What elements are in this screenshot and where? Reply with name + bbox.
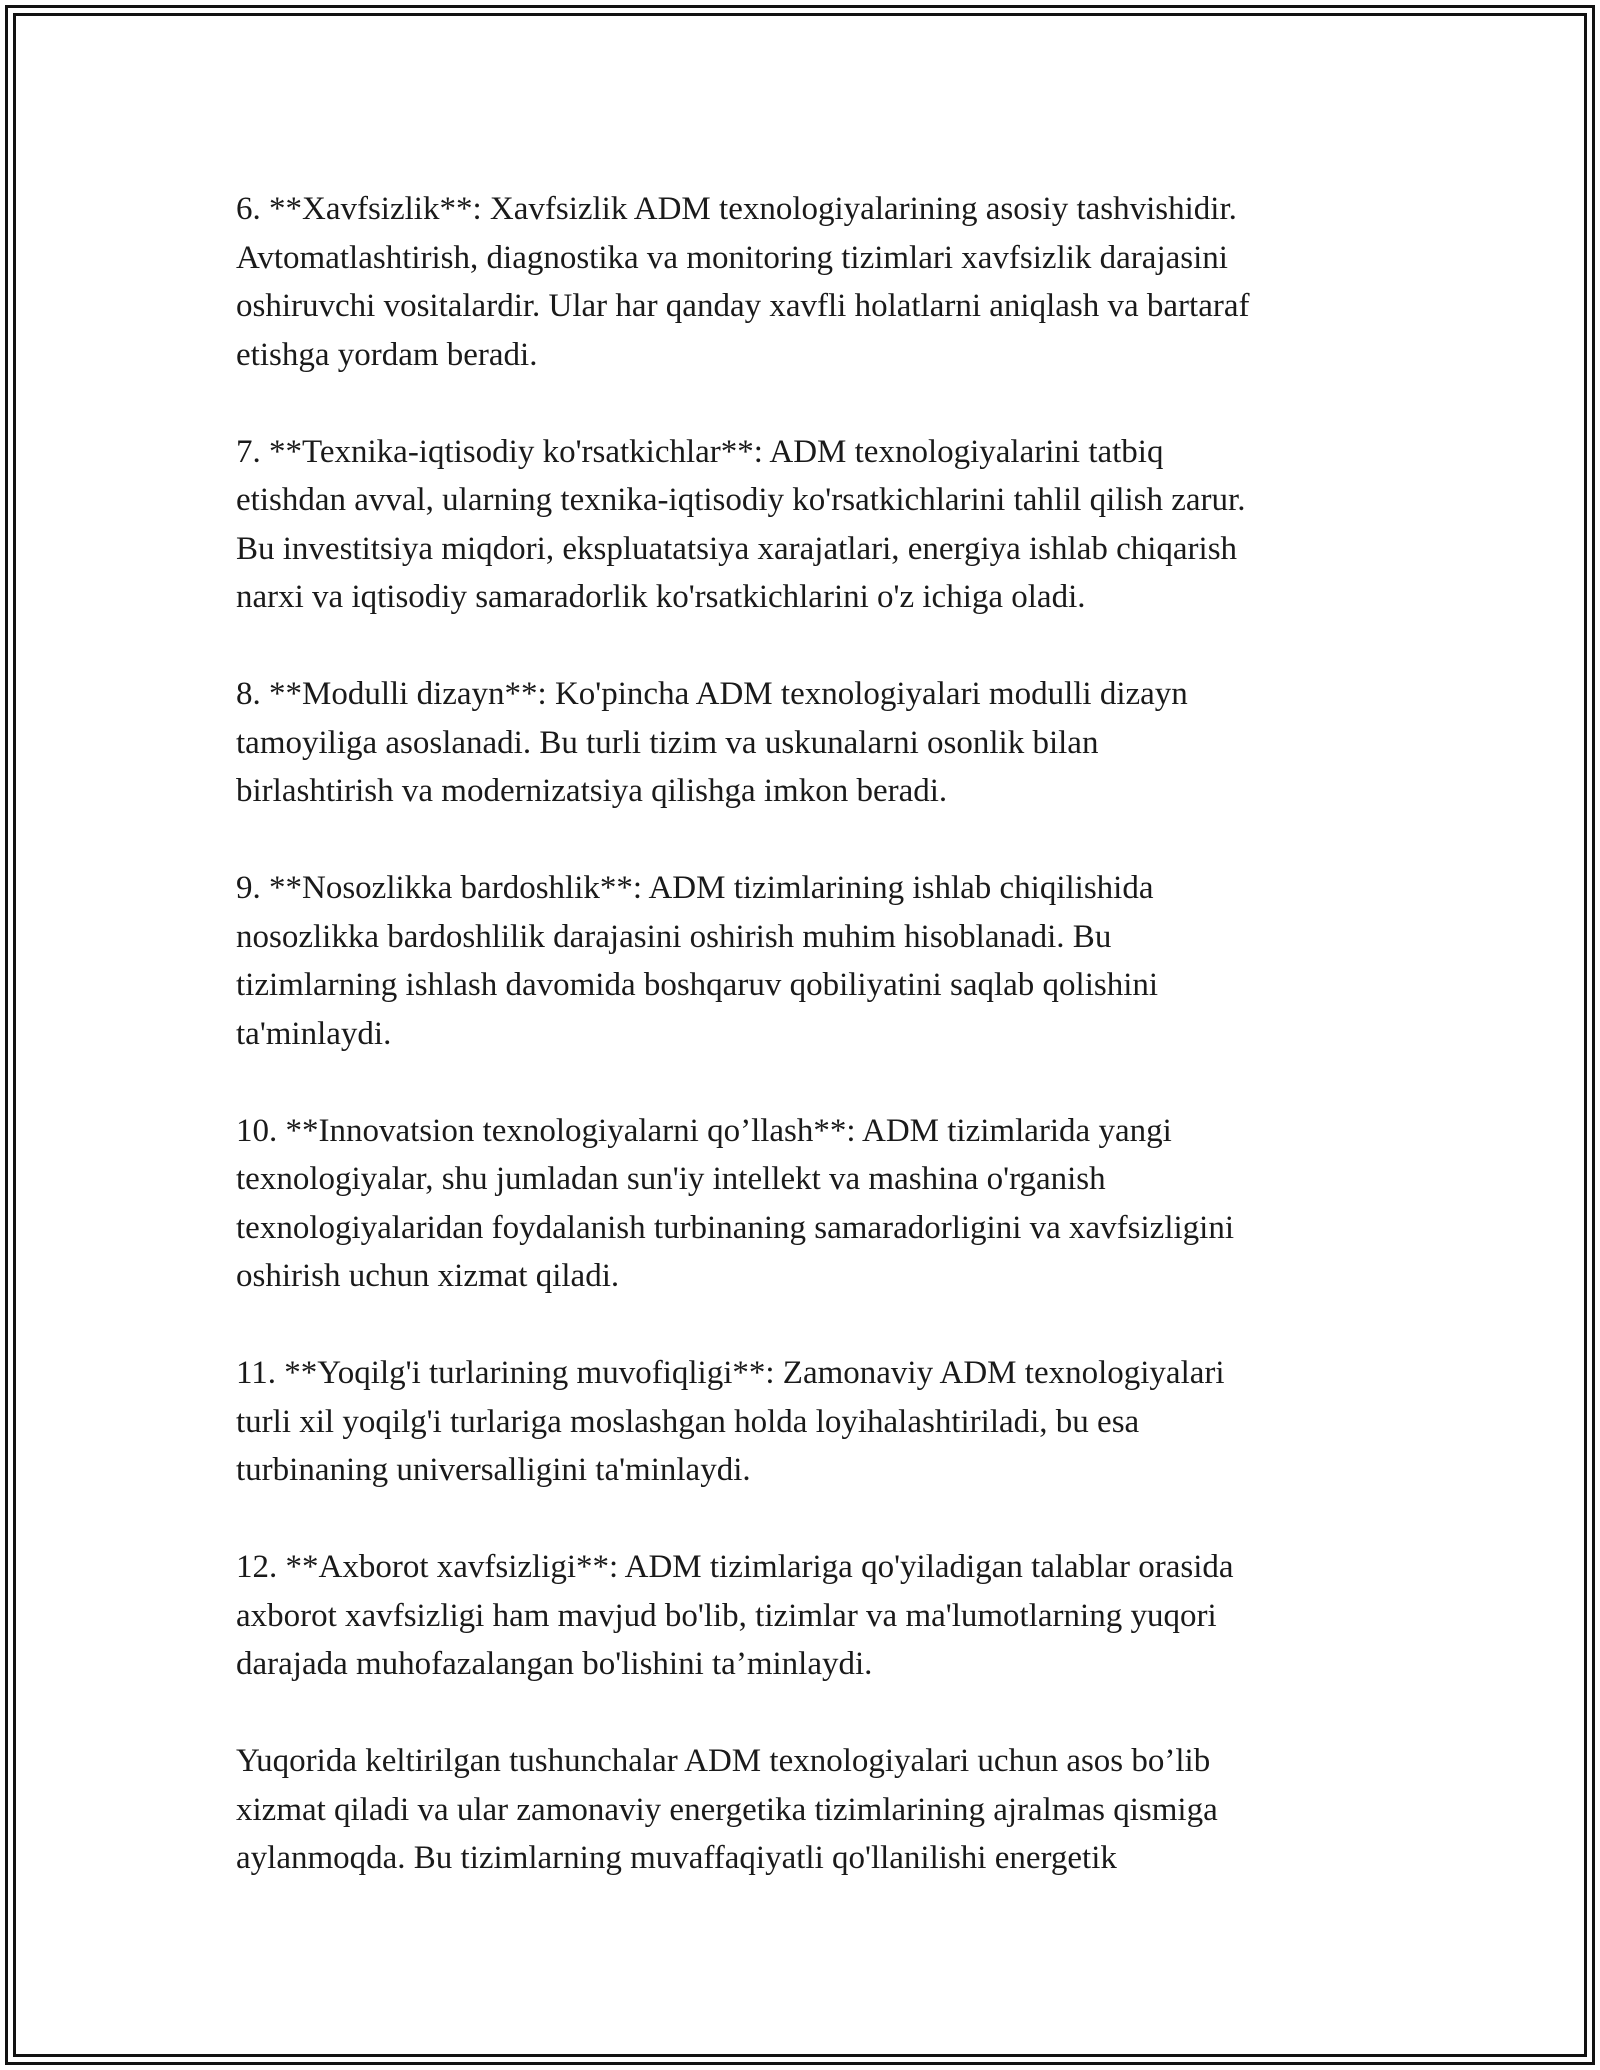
paragraph-item-12: 12. **Axborot xavfsizligi**: ADM tizimlariga qo'yiladigan talablar orasida axborot xavfsizligi ham mavjud bo'lib, tizimlar va ma'lumotlarning yuqori darajada muhofazalangan bo'lishini ta’minlaydi. bbox=[236, 1549, 1234, 1682]
paragraph-item-8: 8. **Modulli dizayn**: Ko'pincha ADM texnologiyalari modulli dizayn tamoyiliga asoslanadi. Bu turli tizim va uskunalarni osonlik bilan birlashtirish va modernizatsiya qilishga imkon beradi. bbox=[236, 676, 1188, 809]
document-body bbox=[236, 185, 1396, 1883]
paragraph-item-10: 10. **Innovatsion texnologiyalarni qo’llash**: ADM tizimlarida yangi texnologiyalar, shu jumladan sun'iy intellekt va mashina o'rganish texnologiyalaridan foydalanish turbinaning samaradorligini va xavfsizligini oshirish uchun xizmat qiladi. bbox=[236, 1112, 1234, 1294]
conclusion-paragraph: Yuqorida keltirilgan tushunchalar ADM texnologiyalari uchun asos bo’lib xizmat qiladi va ular zamonaviy energetika tizimlarining ajralmas qismiga aylanmoqda. Bu tizimlarning muvaffaqiyatli qo'llanilishi energetik bbox=[236, 1743, 1218, 1876]
paragraph-item-11: 11. **Yoqilg'i turlarining muvofiqligi**: Zamonaviy ADM texnologiyalari turli xil yoqilg'i turlariga moslashgan holda loyihalashtiriladi, bu esa turbinaning universalligini ta'minlaydi. bbox=[236, 1355, 1225, 1488]
paragraph-item-9: 9. **Nosozlikka bardoshlik**: ADM tizimlarining ishlab chiqilishida nosozlikka bardoshlilik darajasini oshirish muhim hisoblanadi. Bu tizimlarning ishlash davomida boshqaruv qobiliyatini saqlab qolishini ta'minlaydi. bbox=[236, 870, 1159, 1052]
paragraph-item-7: 7. **Texnika-iqtisodiy ko'rsatkichlar**: ADM texnologiyalarini tatbiq etishdan avval, ularning texnika-iqtisodiy ko'rsatkichlarini tahlil qilish zarur. Bu investitsiya miqdori, ekspluatatsiya xarajatlari, energiya ishlab chiqarish narxi va iqtisodiy samaradorlik ko'rsatkichlarini o'z ichiga oladi. bbox=[236, 433, 1246, 615]
paragraph-item-6: 6. **Xavfsizlik**: Xavfsizlik ADM texnologiyalarining asosiy tashvishidir. Avtomatlashtirish, diagnostika va monitoring tizimlari xavfsizlik darajasini oshiruvchi vositalardir. Ular har qanday xavfli holatlarni aniqlash va bartaraf etishga yordam beradi. bbox=[236, 191, 1250, 373]
